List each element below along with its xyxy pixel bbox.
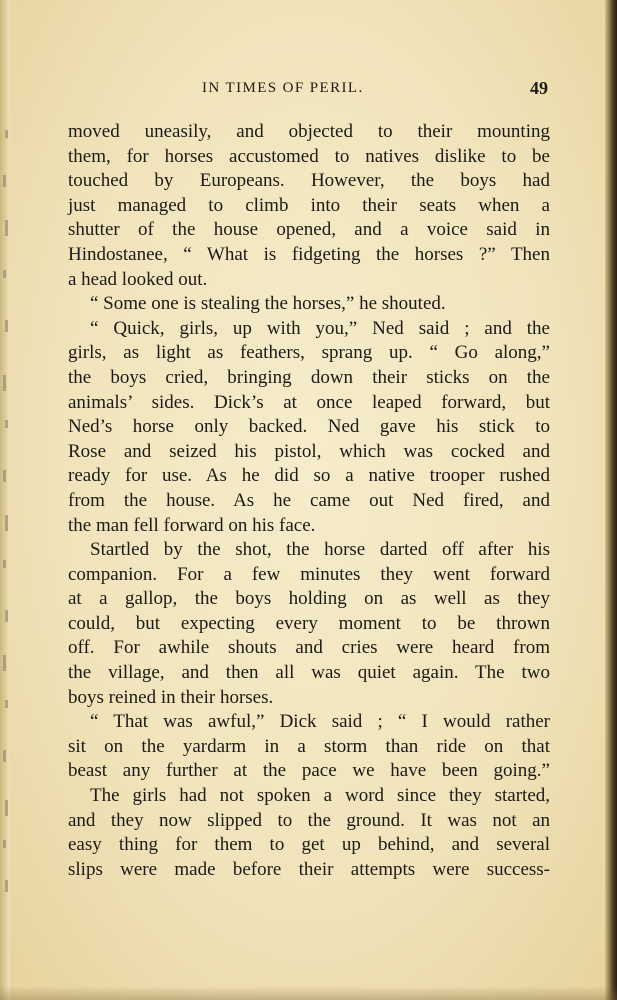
margin-mark	[3, 470, 6, 482]
text-line: slips were made before their attempts were success-	[68, 858, 550, 880]
text-line: touched by Europeans. However, the boys had	[68, 170, 550, 192]
margin-mark	[5, 515, 8, 531]
running-head: IN TIMES OF PERIL.	[202, 80, 364, 96]
text-line: the boys cried, bringing down their sticks on the	[68, 366, 550, 388]
text-line: Hindostanee, “ What is fidgeting the horses ?” Then	[68, 243, 550, 265]
margin-mark	[5, 420, 8, 428]
text-line: companion. For a few minutes they went forward	[68, 563, 550, 585]
text-line: Startled by the shot, the horse darted off after his	[90, 539, 550, 561]
page-bottom-shadow	[0, 986, 617, 1000]
text-line: from the house. As he came out Ned fired, and	[68, 489, 550, 511]
margin-mark	[5, 800, 8, 816]
text-line: animals’ sides. Dick’s at once leaped forward, but	[68, 391, 550, 413]
text-line: at a gallop, the boys holding on as well as they	[68, 588, 550, 610]
margin-mark	[3, 375, 6, 391]
text-line: shutter of the house opened, and a voice said in	[68, 219, 550, 241]
text-line: “ Quick, girls, up with you,” Ned said ; and the	[90, 317, 550, 339]
margin-mark	[5, 880, 8, 892]
margin-mark	[3, 175, 6, 187]
text-line: the village, and then all was quiet again. The two	[68, 662, 550, 684]
text-line: just managed to climb into their seats when a	[68, 194, 550, 216]
margin-bleed-marks	[0, 120, 14, 920]
text-line: them, for horses accustomed to natives dislike to be	[68, 145, 550, 167]
margin-mark	[5, 610, 8, 622]
text-line: sit on the yardarm in a storm than ride on that	[68, 735, 550, 757]
text-line: “ Some one is stealing the horses,” he shouted.	[90, 293, 446, 315]
margin-mark	[5, 700, 8, 708]
margin-mark	[3, 655, 6, 671]
margin-mark	[3, 750, 6, 762]
text-line: Rose and seized his pistol, which was cocked and	[68, 440, 550, 462]
text-line: moved uneasily, and objected to their mounting	[68, 121, 550, 142]
text-line: could, but expecting every moment to be thrown	[68, 612, 550, 634]
text-line: ready for use. As he did so a native trooper rushed	[68, 465, 550, 487]
margin-mark	[3, 560, 6, 568]
margin-mark	[5, 320, 8, 332]
text-line: “ That was awful,” Dick said ; “ I would rather	[90, 711, 550, 733]
margin-mark	[3, 840, 6, 848]
text-line: Ned’s horse only backed. Ned gave his stick to	[68, 416, 550, 438]
margin-mark	[5, 130, 8, 138]
page-edge-shadow	[605, 0, 617, 1000]
body-text	[68, 120, 550, 882]
page-number: 49	[530, 78, 548, 98]
text-line: girls, as light as feathers, sprang up. “ Go along,”	[68, 342, 550, 364]
text-line: boys reined in their horses.	[68, 686, 274, 708]
text-line: the man fell forward on his face.	[68, 514, 316, 536]
margin-mark	[5, 220, 8, 236]
text-line: and they now slipped to the ground. It was not an	[68, 809, 550, 831]
text-line: The girls had not spoken a word since they started,	[90, 785, 550, 807]
text-line: easy thing for them to get up behind, and several	[68, 834, 550, 856]
page-header	[68, 78, 548, 102]
text-line: a head looked out.	[68, 268, 208, 290]
text-line: off. For awhile shouts and cries were heard from	[68, 637, 550, 659]
text-line: beast any further at the pace we have been going.”	[68, 760, 550, 782]
margin-mark	[3, 270, 6, 278]
